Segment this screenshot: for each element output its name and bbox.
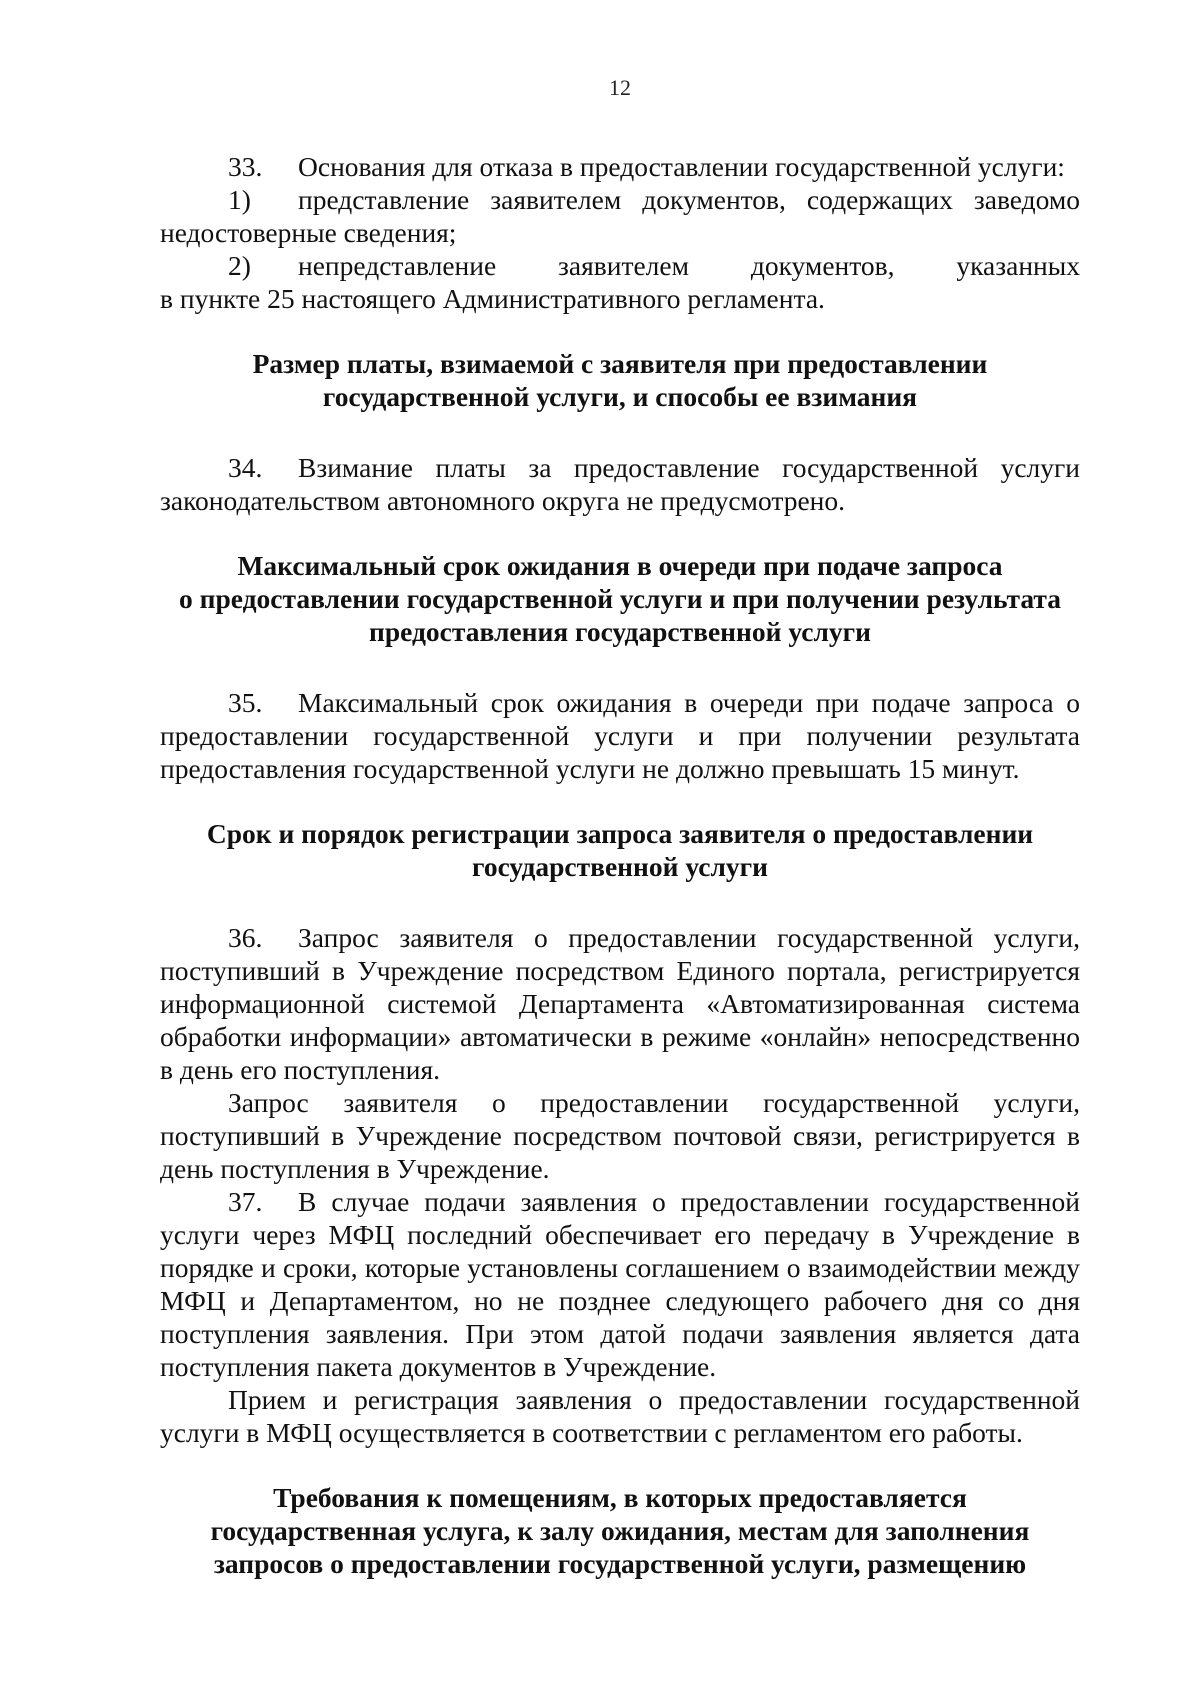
paragraph-number: 35. bbox=[228, 687, 263, 718]
section-heading-registration bbox=[160, 817, 1080, 883]
paragraph-number: 37. bbox=[228, 1186, 263, 1217]
paragraph-number: 33. bbox=[228, 151, 263, 182]
heading-line: запросов о предоставлении государственной услуги, размещению bbox=[213, 1548, 1027, 1579]
paragraph-34 bbox=[160, 451, 1080, 517]
list-item-33-2 bbox=[160, 249, 1080, 282]
heading-line: Максимальный срок ожидания в очереди при подаче запроса bbox=[237, 550, 1003, 581]
section-heading-premises bbox=[160, 1481, 1080, 1580]
heading-line: о предоставлении государственной услуги и при получении результата bbox=[179, 583, 1061, 614]
paragraph-text: Запрос заявителя о предоставлении государственной услуги, поступивший в Учреждение посредством почтовой связи, регистрируется в день поступления в Учреждение. bbox=[160, 1087, 1080, 1184]
list-item-number: 1) bbox=[228, 184, 251, 215]
document-body bbox=[160, 150, 1080, 1580]
heading-line: государственной услуги bbox=[472, 851, 768, 882]
heading-line: государственной услуги, и способы ее взимания bbox=[322, 381, 918, 412]
paragraph-35 bbox=[160, 686, 1080, 785]
paragraph-text: Взимание платы за предоставление государственной услуги законодательством автономного округа не предусмотрено. bbox=[160, 452, 1080, 516]
paragraph-text: Максимальный срок ожидания в очереди при подаче запроса о предоставлении государственной услуги и при получении результата предоставления государственной услуги не должно превышать 15 минут. bbox=[160, 687, 1080, 784]
paragraph-text: Основания для отказа в предоставлении государственной услуги: bbox=[298, 151, 1065, 182]
paragraph-number: 36. bbox=[228, 922, 263, 953]
paragraph-text: В случае подачи заявления о предоставлении государственной услуги через МФЦ последний обеспечивает его передачу в Учреждение в порядке и сроки, которые установлены соглашением о взаимодействии между МФЦ и Департаментом, но не позднее следующего рабочего дня со дня поступления заявления. При этом датой подачи заявления является дата поступления пакета документов в Учреждение. bbox=[160, 1186, 1080, 1382]
list-item-33-1 bbox=[160, 183, 1080, 249]
paragraph-36 bbox=[160, 921, 1080, 1086]
heading-line: Срок и порядок регистрации запроса заявителя о предоставлении bbox=[206, 818, 1034, 849]
paragraph-33 bbox=[160, 150, 1080, 183]
list-item-number: 2) bbox=[228, 250, 251, 281]
heading-line: предоставления государственной услуги bbox=[369, 616, 871, 647]
paragraph-37 bbox=[160, 1185, 1080, 1383]
section-heading-fee bbox=[160, 347, 1080, 413]
heading-line: Требования к помещениям, в которых предоставляется bbox=[273, 1482, 967, 1513]
list-item-text: представление заявителем документов, содержащих заведомо недостоверные сведения; bbox=[160, 184, 1080, 248]
paragraph-number: 34. bbox=[228, 452, 263, 483]
paragraph-text: Прием и регистрация заявления о предоставлении государственной услуги в МФЦ осуществляется в соответствии с регламентом его работы. bbox=[160, 1384, 1080, 1448]
page-number: 12 bbox=[609, 75, 631, 100]
heading-line: государственная услуга, к залу ожидания, местам для заполнения bbox=[210, 1515, 1030, 1546]
list-item-text-line1: непредставление заявителем документов, указанных bbox=[298, 250, 1080, 281]
paragraph-text: Запрос заявителя о предоставлении государственной услуги, поступивший в Учреждение посредством Единого портала, регистрируется информационной системой Департамента «Автоматизированная система обработки информации» автоматически в режиме «онлайн» непосредственно в день его поступления. bbox=[160, 922, 1080, 1085]
paragraph-36-continuation bbox=[160, 1086, 1080, 1185]
list-item-33-2-continuation bbox=[160, 282, 1080, 315]
list-item-text-line2: в пункте 25 настоящего Административного регламента. bbox=[160, 283, 825, 314]
paragraph-37-continuation bbox=[160, 1383, 1080, 1449]
heading-line: Размер платы, взимаемой с заявителя при предоставлении bbox=[252, 348, 988, 379]
section-heading-queue bbox=[160, 549, 1080, 648]
